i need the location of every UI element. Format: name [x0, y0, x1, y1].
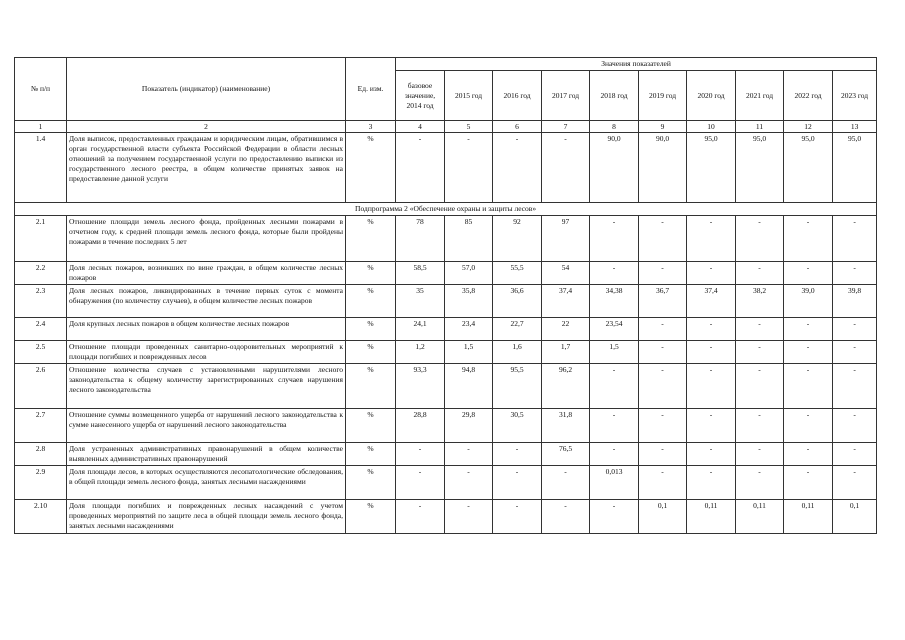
row-value: 90,0 — [639, 133, 687, 203]
row-value: 36,7 — [639, 285, 687, 318]
row-unit: % — [346, 285, 396, 318]
row-value: - — [590, 216, 639, 262]
row-value: - — [784, 262, 833, 285]
row-value: 23,4 — [445, 318, 493, 341]
row-value: 28,8 — [396, 409, 445, 443]
row-value: - — [687, 262, 736, 285]
row-value: - — [687, 364, 736, 409]
row-indicator-text: Отношение площади проведенных санитарно-оздоровительных мероприятий к площади погибших и поврежденных лесов — [67, 341, 346, 364]
row-value: 22 — [542, 318, 590, 341]
row-number: 2.4 — [15, 318, 67, 341]
row-number: 2.2 — [15, 262, 67, 285]
row-number: 2.8 — [15, 443, 67, 466]
row-value: - — [590, 409, 639, 443]
row-number: 2.10 — [15, 500, 67, 534]
column-number: 2 — [67, 121, 346, 133]
row-value: - — [736, 409, 784, 443]
row-value: - — [687, 216, 736, 262]
indicators-table — [14, 57, 877, 534]
row-value: - — [639, 341, 687, 364]
row-value: 85 — [445, 216, 493, 262]
row-value: - — [833, 341, 877, 364]
header-year-8: 2022 год — [784, 71, 833, 121]
column-number: 8 — [590, 121, 639, 133]
header-year-4: 2018 год — [590, 71, 639, 121]
row-value: - — [542, 500, 590, 534]
row-value: - — [639, 364, 687, 409]
row-value: - — [784, 364, 833, 409]
row-value: - — [493, 500, 542, 534]
header-num: № п/п — [15, 58, 67, 121]
row-value: 78 — [396, 216, 445, 262]
row-value: - — [833, 466, 877, 500]
column-number: 5 — [445, 121, 493, 133]
header-unit: Ед. изм. — [346, 58, 396, 121]
column-number: 9 — [639, 121, 687, 133]
row-value: 1,7 — [542, 341, 590, 364]
subprogram-row — [15, 203, 877, 216]
header-year-3: 2017 год — [542, 71, 590, 121]
row-value: 94,8 — [445, 364, 493, 409]
table-row — [15, 364, 877, 409]
row-value: 0,11 — [687, 500, 736, 534]
row-value: - — [784, 443, 833, 466]
row-value: 1,6 — [493, 341, 542, 364]
row-value: - — [736, 443, 784, 466]
row-value: - — [736, 318, 784, 341]
row-value: - — [687, 341, 736, 364]
row-indicator-text: Доля лесных пожаров, ликвидированных в течение первых суток с момента обнаружения (по количеству случаев), в общем количестве лесных пожаров — [67, 285, 346, 318]
table-row — [15, 466, 877, 500]
row-value: - — [445, 466, 493, 500]
row-indicator-text: Отношение площади земель лесного фонда, пройденных лесными пожарами в отчетном году, к средней площади земель лесного фонда, которые были пройдены пожарами в течение последних 5 лет — [67, 216, 346, 262]
row-unit: % — [346, 409, 396, 443]
column-number: 1 — [15, 121, 67, 133]
row-value: - — [542, 133, 590, 203]
row-value: - — [639, 318, 687, 341]
column-number: 12 — [784, 121, 833, 133]
row-indicator-text: Доля устраненных административных правонарушений в общем количестве выявленных административных правонарушений — [67, 443, 346, 466]
row-value: - — [542, 466, 590, 500]
row-value: - — [445, 133, 493, 203]
column-number: 10 — [687, 121, 736, 133]
row-value: 54 — [542, 262, 590, 285]
row-value: - — [639, 262, 687, 285]
row-unit: % — [346, 466, 396, 500]
header-year-9: 2023 год — [833, 71, 877, 121]
row-value: - — [639, 443, 687, 466]
row-value: 24,1 — [396, 318, 445, 341]
row-value: 1,5 — [590, 341, 639, 364]
row-value: 35,8 — [445, 285, 493, 318]
row-value: - — [590, 262, 639, 285]
row-indicator-text: Доля выписок, предоставленных гражданам и юридическим лицам, обратившимся в орган государственной власти субъекта Российской Федерации в области лесных отношений за получением государственной услуги по предоставлению выписки из государственного лесного реестра, в общем количестве принятых заявок на предоставление данной услуги — [67, 133, 346, 203]
row-value: - — [590, 364, 639, 409]
row-number: 2.9 — [15, 466, 67, 500]
header-indicator: Показатель (индикатор) (наименование) — [67, 58, 346, 121]
row-value: 90,0 — [590, 133, 639, 203]
row-value: 58,5 — [396, 262, 445, 285]
row-number: 1.4 — [15, 133, 67, 203]
row-number: 2.3 — [15, 285, 67, 318]
row-value: 95,0 — [784, 133, 833, 203]
row-value: 36,6 — [493, 285, 542, 318]
row-value: - — [493, 466, 542, 500]
row-value: - — [736, 262, 784, 285]
row-value: - — [687, 409, 736, 443]
row-value: 97 — [542, 216, 590, 262]
row-value: - — [784, 216, 833, 262]
row-number: 2.1 — [15, 216, 67, 262]
row-value: 1,2 — [396, 341, 445, 364]
row-value: 38,2 — [736, 285, 784, 318]
row-value: 29,8 — [445, 409, 493, 443]
row-unit: % — [346, 318, 396, 341]
row-value: - — [736, 341, 784, 364]
row-indicator-text: Доля крупных лесных пожаров в общем количестве лесных пожаров — [67, 318, 346, 341]
row-value: 76,5 — [542, 443, 590, 466]
row-value: 37,4 — [542, 285, 590, 318]
table-row — [15, 443, 877, 466]
row-value: 1,5 — [445, 341, 493, 364]
table-row — [15, 285, 877, 318]
row-value: 30,5 — [493, 409, 542, 443]
row-value: - — [833, 443, 877, 466]
row-value: - — [784, 466, 833, 500]
table-row — [15, 409, 877, 443]
row-value: 39,0 — [784, 285, 833, 318]
row-unit: % — [346, 443, 396, 466]
column-number: 6 — [493, 121, 542, 133]
row-indicator-text: Доля площади погибших и поврежденных лесных насаждений с учетом проведенных мероприятий по защите леса в общей площади земель лесного фонда, занятых лесными насаждениями — [67, 500, 346, 534]
row-unit: % — [346, 262, 396, 285]
row-unit: % — [346, 364, 396, 409]
row-value: 95,5 — [493, 364, 542, 409]
table-row — [15, 318, 877, 341]
row-value: 31,8 — [542, 409, 590, 443]
row-value: - — [736, 466, 784, 500]
row-value: - — [639, 409, 687, 443]
row-value: 93,3 — [396, 364, 445, 409]
row-value: - — [590, 500, 639, 534]
row-value: - — [833, 216, 877, 262]
row-value: 95,0 — [833, 133, 877, 203]
row-value: - — [736, 216, 784, 262]
row-unit: % — [346, 216, 396, 262]
row-value: - — [396, 443, 445, 466]
row-value: 0,1 — [833, 500, 877, 534]
row-value: 22,7 — [493, 318, 542, 341]
row-value: 95,0 — [736, 133, 784, 203]
row-number: 2.6 — [15, 364, 67, 409]
row-number: 2.7 — [15, 409, 67, 443]
row-value: - — [736, 364, 784, 409]
table-row — [15, 341, 877, 364]
row-indicator-text: Доля площади лесов, в которых осуществляются лесопатологические обследования, в общей площади земель лесного фонда, занятых лесными насаждениями — [67, 466, 346, 500]
row-value: - — [493, 133, 542, 203]
row-value: - — [784, 409, 833, 443]
row-number: 2.5 — [15, 341, 67, 364]
row-value: - — [833, 262, 877, 285]
row-value: - — [396, 500, 445, 534]
row-unit: % — [346, 341, 396, 364]
row-value: 37,4 — [687, 285, 736, 318]
header-year-2: 2016 год — [493, 71, 542, 121]
row-value: - — [833, 364, 877, 409]
row-value: - — [639, 216, 687, 262]
column-number: 13 — [833, 121, 877, 133]
row-value: 23,54 — [590, 318, 639, 341]
row-value: 95,0 — [687, 133, 736, 203]
table-row — [15, 133, 877, 203]
row-value: - — [784, 318, 833, 341]
subprogram-title: Подпрограмма 2 «Обеспечение охраны и защиты лесов» — [15, 203, 877, 216]
header-year-6: 2020 год — [687, 71, 736, 121]
row-value: - — [445, 443, 493, 466]
row-value: 55,5 — [493, 262, 542, 285]
header-year-1: 2015 год — [445, 71, 493, 121]
column-number: 4 — [396, 121, 445, 133]
row-value: 0,013 — [590, 466, 639, 500]
row-value: - — [833, 318, 877, 341]
row-value: - — [833, 409, 877, 443]
row-value: 39,8 — [833, 285, 877, 318]
row-value: - — [493, 443, 542, 466]
column-number: 3 — [346, 121, 396, 133]
header-year-0: базовое значение, 2014 год — [396, 71, 445, 121]
row-unit: % — [346, 500, 396, 534]
column-number: 7 — [542, 121, 590, 133]
row-indicator-text: Отношение суммы возмещенного ущерба от нарушений лесного законодательства к сумме нанесенного ущерба от нарушений лесного законодательства — [67, 409, 346, 443]
row-value: - — [687, 443, 736, 466]
row-value: - — [687, 318, 736, 341]
row-value: - — [590, 443, 639, 466]
table-row — [15, 500, 877, 534]
row-value: - — [784, 341, 833, 364]
row-value: - — [639, 466, 687, 500]
header-values-title: Значения показателей — [396, 58, 877, 71]
row-value: 0,11 — [784, 500, 833, 534]
row-value: 96,2 — [542, 364, 590, 409]
row-value: - — [687, 466, 736, 500]
row-indicator-text: Отношение количества случаев с установленными нарушителями лесного законодательства к общему количеству зарегистрированных случаев нарушения лесного законодательства — [67, 364, 346, 409]
row-value: 0,11 — [736, 500, 784, 534]
row-unit: % — [346, 133, 396, 203]
row-value: 34,38 — [590, 285, 639, 318]
row-value: 57,0 — [445, 262, 493, 285]
column-number: 11 — [736, 121, 784, 133]
row-value: 92 — [493, 216, 542, 262]
row-value: - — [396, 133, 445, 203]
row-indicator-text: Доля лесных пожаров, возникших по вине граждан, в общем количестве лесных пожаров — [67, 262, 346, 285]
table-row — [15, 262, 877, 285]
header-year-5: 2019 год — [639, 71, 687, 121]
row-value: 0,1 — [639, 500, 687, 534]
row-value: 35 — [396, 285, 445, 318]
table-row — [15, 216, 877, 262]
row-value: - — [445, 500, 493, 534]
header-year-7: 2021 год — [736, 71, 784, 121]
row-value: - — [396, 466, 445, 500]
